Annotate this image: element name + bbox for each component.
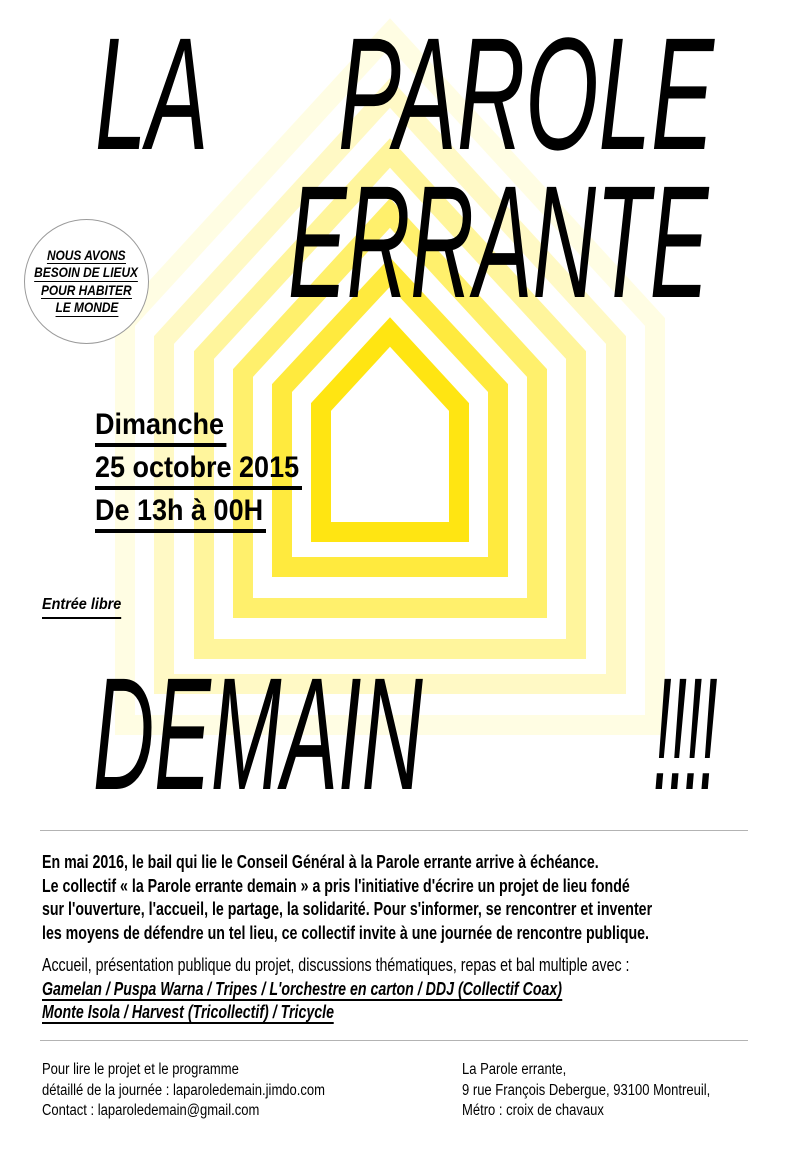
program-lineup-line: Monte Isola / Harvest (Tricollectif) / Tricycle [42, 1002, 334, 1022]
footer-line: détaillé de la journée : laparoledemain.jimdo.com [42, 1081, 325, 1099]
stamp-badge [24, 219, 149, 344]
divider [40, 830, 748, 831]
event-day: Dimanche [95, 404, 325, 447]
badge-line: NOUS AVONS [47, 246, 126, 263]
title-word-demain: DEMAIN [93, 644, 423, 823]
badge-line: POUR HABITER [41, 281, 132, 298]
badge-line: LE MONDE [55, 299, 118, 315]
title-word-parole: PAROLE [338, 4, 714, 183]
program-lead: Accueil, présentation publique du projet, discussions thématiques, repas et bal multiple avec : [42, 955, 630, 975]
divider [40, 1040, 748, 1041]
footer-address-column [462, 1060, 792, 1122]
badge-line: BESOIN DE LIEUX [34, 264, 139, 280]
house-ring-1 [321, 332, 459, 532]
title-exclamation-marks: !!!! [653, 644, 715, 823]
intro-line: sur l'ouverture, l'accueil, le partage, la solidarité. Pour s'informer, se rencontrer et inventer [42, 899, 653, 919]
title-word-errante: ERRANTE [288, 152, 709, 331]
event-time: De 13h à 00H [95, 490, 325, 533]
event-date: 25 octobre 2015 [95, 447, 325, 490]
intro-paragraph [42, 851, 775, 945]
title-word-la: LA [95, 4, 209, 183]
intro-line: les moyens de défendre un tel lieu, ce collectif invite à une journée de rencontre publique. [42, 922, 650, 943]
footer-line: Pour lire le projet et le programme [42, 1061, 239, 1078]
intro-line: En mai 2016, le bail qui lie le Conseil Général à la Parole errante arrive à échéance. [42, 852, 599, 872]
admission-note: Entrée libre [42, 594, 130, 619]
footer-line: 9 rue François Debergue, 93100 Montreuil, [462, 1081, 711, 1099]
program-paragraph [42, 954, 775, 1025]
footer-line: Contact : laparoledemain@gmail.com [42, 1102, 260, 1119]
program-lineup-line: Gamelan / Puspa Warna / Tripes / L'orchestre en carton / DDJ (Collectif Coax) [42, 978, 563, 999]
footer-line: Métro : croix de chavaux [462, 1102, 604, 1119]
event-date-block [95, 404, 325, 533]
footer-contact-column [42, 1060, 445, 1122]
footer-line: La Parole errante, [462, 1061, 567, 1078]
intro-line: Le collectif « la Parole errante demain » a pris l'initiative d'écrire un projet de lieu fondé [42, 875, 630, 896]
